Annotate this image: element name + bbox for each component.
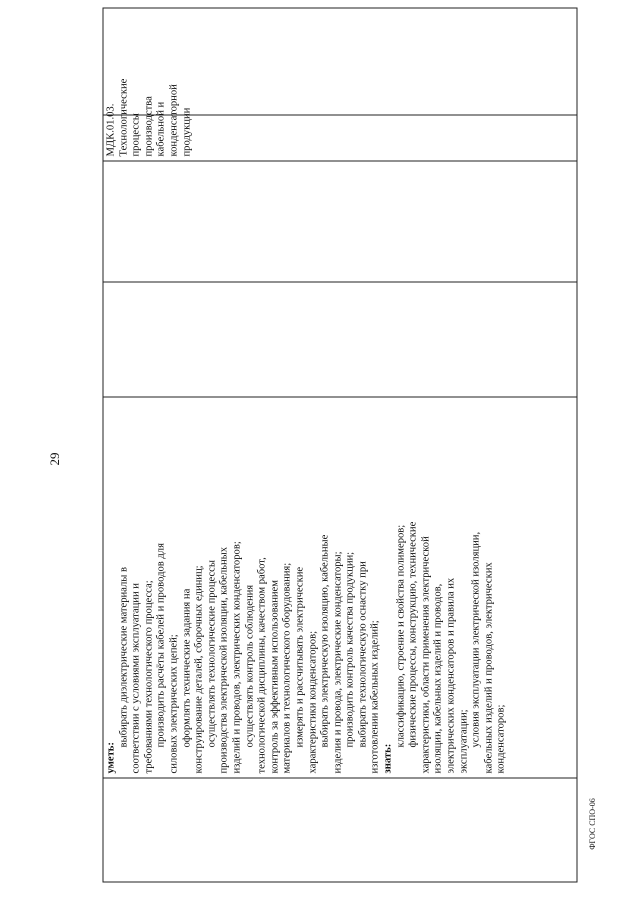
module-name-line: процессы — [130, 113, 142, 157]
text-line: конденсаторов; — [495, 704, 507, 774]
cell-hours-load — [103, 161, 577, 282]
text-line: изготовлении кабельных изделий; — [369, 620, 381, 774]
knowledge-list — [395, 402, 508, 774]
text-line: оформлять технические задания на — [181, 588, 193, 748]
text-line: кабельных изделий и проводов, электрических — [483, 562, 495, 774]
text-line: выбирать диэлектрические материалы в — [118, 566, 130, 748]
text-line: производить контроль качества продукции; — [344, 551, 356, 748]
cell-index — [103, 778, 577, 882]
text-line: характеристики конденсаторов; — [307, 630, 318, 774]
text-line: выбирать электрическую изоляцию, кабельные — [319, 534, 331, 748]
skills-list — [118, 402, 382, 774]
text-line: производить расчёты кабелей и проводов для — [155, 543, 167, 748]
text-line: осуществлять технологические процессы — [206, 559, 218, 748]
text-line: эксплуатации; — [458, 709, 470, 774]
module-name-line: продукции — [181, 107, 193, 157]
cell-module-code — [103, 78, 577, 161]
module-name-line: МДК.01.03. — [105, 103, 117, 157]
cell-hours-total — [103, 282, 577, 397]
knowledge-heading: знать: — [382, 743, 394, 774]
curriculum-table-rotated — [103, 63, 578, 883]
module-name-line: кабельной и — [155, 101, 167, 157]
text-line: изоляции, кабельных изделий и проводов, — [432, 583, 444, 774]
text-line: осуществлять контроль соблюдения — [244, 584, 256, 748]
text-line: выбирать технологическую оснастку при — [357, 561, 369, 748]
table-row — [103, 8, 577, 882]
module-name — [105, 78, 194, 157]
text-line: изделий и проводов, электрических конденсаторов; — [231, 541, 243, 774]
text-line: силовых электрических цепей; — [168, 634, 180, 774]
curriculum-table — [103, 8, 578, 883]
module-name-line: конденсаторной — [168, 84, 180, 157]
text-line: технологической дисциплины, качеством работ, — [256, 557, 268, 774]
text-line: условия эксплуатации электрической изоляции, — [470, 531, 482, 748]
text-line: контроль за эффективным использованием — [269, 580, 281, 774]
text-line: изделия и провода, электрические конденсаторы; — [332, 551, 344, 774]
text-line: характеристики, области применения электрической — [420, 536, 432, 774]
text-line: материалов и технологического оборудования; — [281, 562, 293, 774]
text-line: соответствии с условиями эксплуатации и — [130, 583, 142, 774]
skills-heading: уметь: — [105, 742, 117, 774]
text-line: физические процессы, конструкцию, технические — [407, 521, 419, 748]
text-line: классификацию, строение и свойства полимеров; — [395, 524, 407, 748]
text-line: производства электрической изоляции, кабельных — [218, 546, 230, 774]
module-name-line: Технологические — [118, 78, 130, 157]
text-line: конструирование деталей, сборочных единиц; — [193, 565, 205, 774]
text-line: измерять и рассчитывать электрические — [294, 566, 306, 748]
text-line: электрических конденсаторов и правила их — [445, 577, 457, 774]
page-number: 29 — [47, 452, 62, 466]
footer-code: ФГОС СПО-06 — [588, 798, 597, 850]
module-name-line: производства — [143, 96, 155, 157]
text-line: требованиями технологического процесса; — [143, 580, 155, 774]
cell-competences — [103, 397, 577, 778]
